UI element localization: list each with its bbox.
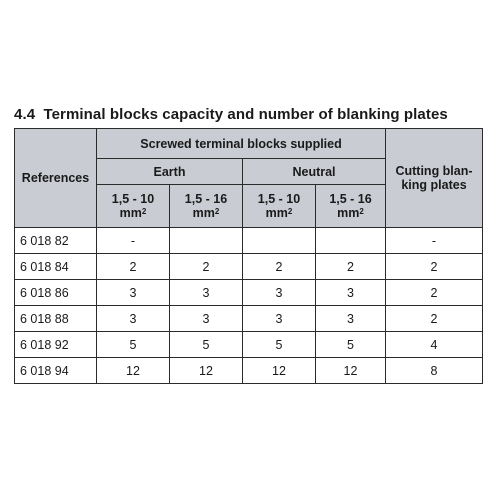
cell-reference: 6 018 82: [15, 228, 97, 254]
cell-reference: 6 018 84: [15, 254, 97, 280]
cell-neutral-16: 3: [316, 306, 386, 332]
cell-neutral-10: 12: [243, 358, 316, 384]
cell-cutting: 2: [386, 280, 483, 306]
cell-earth-16: [170, 228, 243, 254]
cell-cutting: 2: [386, 306, 483, 332]
header-screwed-terminal-blocks: Screwed terminal blocks supplied: [97, 129, 386, 159]
cell-earth-10: -: [97, 228, 170, 254]
cell-neutral-16: 3: [316, 280, 386, 306]
header-earth-size-10: 1,5 - 10 $mm^2$: [97, 185, 170, 228]
cell-neutral-10: 3: [243, 280, 316, 306]
cell-neutral-10: 2: [243, 254, 316, 280]
cell-earth-16: 12: [170, 358, 243, 384]
cell-reference: 6 018 86: [15, 280, 97, 306]
terminal-blocks-table: [14, 128, 483, 384]
header-cutting-line2: king plates: [401, 178, 467, 192]
cell-neutral-10: 3: [243, 306, 316, 332]
header-neutral-size-10: 1,5 - 10 $mm^2$: [243, 185, 316, 228]
table-row: [15, 280, 483, 306]
table-row: [15, 254, 483, 280]
cell-neutral-16: [316, 228, 386, 254]
header-earth: Earth: [97, 159, 243, 185]
cell-earth-16: 3: [170, 280, 243, 306]
table-row: [15, 332, 483, 358]
cell-earth-16: 2: [170, 254, 243, 280]
header-earth-size-16: 1,5 - 16 $mm^2$: [170, 185, 243, 228]
cell-earth-10: 3: [97, 280, 170, 306]
cell-cutting: 4: [386, 332, 483, 358]
table-row: [15, 306, 483, 332]
section-title: [14, 106, 448, 123]
header-cutting-line1: Cutting blan-: [395, 164, 473, 178]
cell-reference: 6 018 94: [15, 358, 97, 384]
header-references: References: [15, 129, 97, 228]
cell-reference: 6 018 92: [15, 332, 97, 358]
cell-earth-10: 3: [97, 306, 170, 332]
table-row: [15, 358, 483, 384]
cell-earth-16: 5: [170, 332, 243, 358]
header-neutral-size-16: 1,5 - 16 $mm^2$: [316, 185, 386, 228]
section-number: 4.4: [14, 106, 36, 123]
header-cutting-blanking-plates: [386, 129, 483, 228]
cell-neutral-16: 12: [316, 358, 386, 384]
cell-earth-16: 3: [170, 306, 243, 332]
cell-reference: 6 018 88: [15, 306, 97, 332]
cell-cutting: 8: [386, 358, 483, 384]
cell-neutral-10: [243, 228, 316, 254]
cell-neutral-10: 5: [243, 332, 316, 358]
cell-neutral-16: 5: [316, 332, 386, 358]
cell-neutral-16: 2: [316, 254, 386, 280]
cell-cutting: 2: [386, 254, 483, 280]
table-row: [15, 228, 483, 254]
cell-cutting: -: [386, 228, 483, 254]
cell-earth-10: 5: [97, 332, 170, 358]
cell-earth-10: 2: [97, 254, 170, 280]
header-neutral: Neutral: [243, 159, 386, 185]
cell-earth-10: 12: [97, 358, 170, 384]
section-title-text: Terminal blocks capacity and number of blanking plates: [43, 106, 448, 123]
